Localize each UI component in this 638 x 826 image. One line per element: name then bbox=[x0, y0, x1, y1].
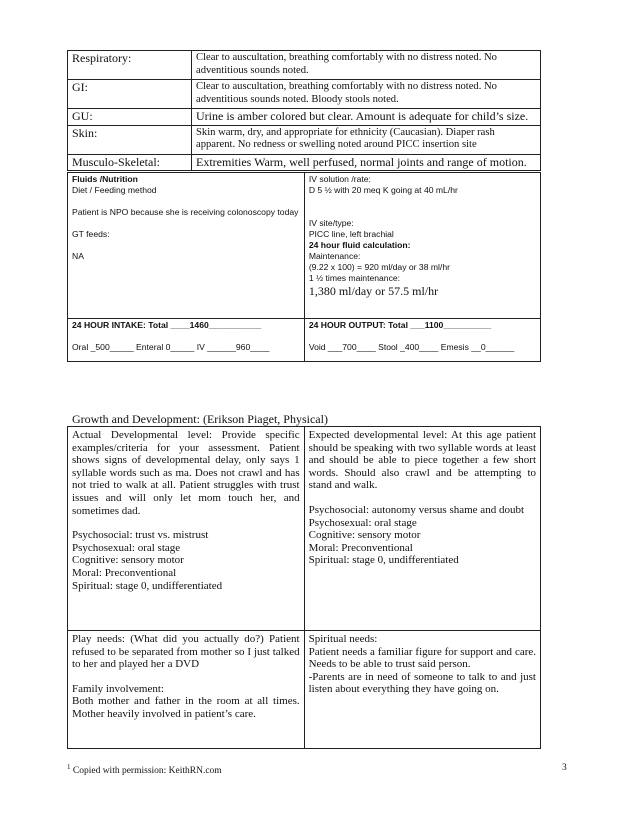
intake-cell bbox=[68, 319, 305, 362]
spiritual-text: Patient needs a familiar figure for support and care. Needs to be able to trust said person. bbox=[308, 645, 536, 671]
table-row bbox=[68, 125, 541, 154]
table-row bbox=[68, 427, 541, 631]
system-finding: Clear to auscultation, breathing comfortably with no distress noted. No adventitious sounds noted. Bloody stools noted. bbox=[192, 80, 541, 109]
system-finding: Clear to auscultation, breathing comfortably with no distress noted. No adventitious sounds noted. bbox=[192, 51, 541, 80]
maint-value: (9.22 x 100) = 920 ml/day or 38 ml/hr bbox=[308, 262, 450, 272]
actual-level-text: Actual Developmental level: Provide specific examples/criteria for your assessment. Patient shows signs of developmental delay, only says 1 syllable words such as ma. Does not crawl and has not tried to walk at all. Patient struggles with trust issues and will only let mom touch her, and sometimes dad. bbox=[72, 429, 300, 517]
site-label: IV site/type: bbox=[308, 218, 354, 228]
stage-item: Spiritual: stage 0, undifferentiated bbox=[308, 554, 459, 567]
iv-label: IV solution /rate: bbox=[308, 174, 371, 184]
family-label: Family involvement: bbox=[72, 682, 164, 695]
system-finding: Urine is amber colored but clear. Amount is adequate for child’s size. bbox=[192, 109, 541, 126]
output-cell bbox=[304, 319, 540, 362]
system-finding: Skin warm, dry, and appropriate for ethnicity (Caucasian). Diaper rash apparent. No redness or swelling noted around PICC insertion site bbox=[192, 125, 541, 154]
page-number: 3 bbox=[562, 763, 567, 773]
iv-cell bbox=[304, 173, 540, 319]
stage-item: Moral: Preconventional bbox=[308, 541, 413, 554]
site-value: PICC line, left brachial bbox=[308, 229, 394, 239]
play-needs-text: Play needs: (What did you actually do?) Patient refused to be separated from mother so I just talked to her and played her a DVD bbox=[72, 633, 300, 671]
system-finding: Extremities Warm, well perfused, normal joints and range of motion. bbox=[192, 154, 541, 171]
spiritual-needs-cell bbox=[304, 631, 540, 749]
system-label: Musculo-Skeletal: bbox=[68, 154, 192, 171]
fluids-table bbox=[67, 172, 541, 362]
table-row bbox=[68, 631, 541, 749]
stage-item: Cognitive: sensory motor bbox=[72, 554, 184, 567]
family-text: Both mother and father in the room at all times. Mother heavily involved in patient’s care. bbox=[72, 695, 300, 720]
table-row bbox=[68, 109, 541, 126]
actual-level-cell bbox=[68, 427, 305, 631]
copyright-text: Copied with permission: KeithRN.com bbox=[72, 766, 222, 777]
stage-item: Psychosexual: oral stage bbox=[308, 516, 417, 529]
table-row bbox=[68, 173, 541, 319]
system-label: Skin: bbox=[68, 125, 192, 154]
calc-label: 24 hour fluid calculation: bbox=[308, 240, 411, 250]
diet-label: Diet / Feeding method bbox=[72, 185, 157, 195]
times-value: 1,380 ml/day or 57.5 ml/hr bbox=[308, 284, 439, 298]
stage-item: Psychosexual: oral stage bbox=[72, 541, 181, 554]
output-label: 24 HOUR OUTPUT: Total ___1100__________ bbox=[308, 320, 492, 330]
stage-item: Psychosocial: autonomy versus shame and doubt bbox=[308, 503, 524, 516]
intake-detail: Oral _500_____ Enteral 0_____ IV ______960____ bbox=[72, 342, 270, 352]
expected-level-cell bbox=[304, 427, 540, 631]
diet-text: Patient is NPO because she is receiving colonoscopy today bbox=[72, 207, 299, 217]
growth-table bbox=[67, 426, 541, 749]
table-row bbox=[68, 319, 541, 362]
system-label: GI: bbox=[68, 80, 192, 109]
play-needs-cell bbox=[68, 631, 305, 749]
expected-level-text: Expected developmental level: At this age patient should be speaking with two syllable words at least and should be able to piece together a few short words. Should also crawl and be attempting to stand and walk. bbox=[308, 429, 536, 492]
spiritual-label: Spiritual needs: bbox=[308, 633, 378, 645]
spiritual-extra: -Parents are in need of someone to talk to and just listen about everything they have going on. bbox=[308, 670, 536, 696]
output-detail: Void ___700____ Stool _400____ Emesis __0______ bbox=[308, 342, 515, 352]
stage-item: Cognitive: sensory motor bbox=[308, 529, 421, 542]
growth-title: Growth and Development: (Erikson Piaget, Physical) bbox=[72, 412, 328, 426]
intake-label: 24 HOUR INTAKE: Total ____1460___________ bbox=[72, 320, 262, 330]
iv-value: D 5 ½ with 20 meq K going at 40 mL/hr bbox=[308, 185, 458, 195]
stage-item: Moral: Preconventional bbox=[72, 566, 177, 579]
table-row bbox=[68, 80, 541, 109]
system-label: Respiratory: bbox=[68, 51, 192, 80]
fluids-heading: Fluids /Nutrition bbox=[72, 174, 138, 184]
footnote bbox=[67, 763, 222, 776]
times-label: 1 ½ times maintenance: bbox=[308, 273, 401, 283]
stage-item: Spiritual: stage 0, undifferentiated bbox=[72, 579, 223, 592]
gt-value: NA bbox=[72, 251, 84, 261]
table-row bbox=[68, 154, 541, 171]
footnote-mark: 1 bbox=[67, 763, 71, 771]
nutrition-cell bbox=[68, 173, 305, 319]
system-label: GU: bbox=[68, 109, 192, 126]
gt-label: GT feeds: bbox=[72, 229, 110, 239]
maint-label: Maintenance: bbox=[308, 251, 361, 261]
stage-item: Psychosocial: trust vs. mistrust bbox=[72, 529, 209, 542]
systems-table bbox=[67, 50, 541, 171]
table-row bbox=[68, 51, 541, 80]
